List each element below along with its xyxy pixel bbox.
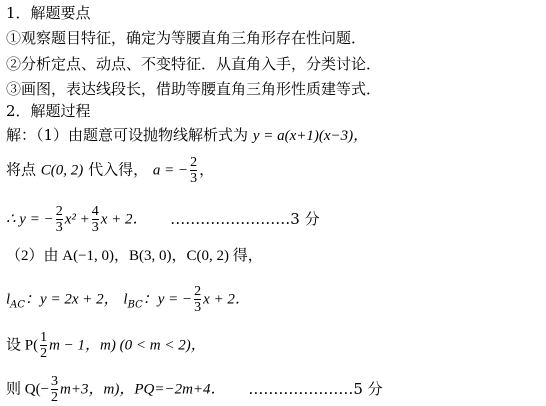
y-expression-end: x + 2． [100,211,148,228]
heading-process: 2．解题过程 [6,102,91,120]
line-ac-label: l [6,291,11,308]
fraction-num: 2 [55,204,63,219]
parabola-expression: y = a(x+1)(x−3)， [252,128,369,144]
fraction-num: 1 [40,330,48,345]
solution-line-6 [6,330,206,361]
fraction-bc [194,284,201,315]
solution-line-2 [6,155,214,186]
fraction-q [51,374,58,405]
p-def-start: 设 P( [6,337,39,354]
score-3: ……………………3 分 [170,209,320,228]
q-def-start: 则 Q(− [6,381,50,398]
fraction-num: 3 [51,374,59,389]
q-def-end: m+3，m)，PQ=−2m+4． [60,381,226,398]
line-ac-sub: AC [10,299,26,311]
fraction-num: 2 [190,155,198,170]
fraction-den: 3 [190,171,198,186]
solution-line-7 [6,374,383,405]
substitute-text-2: 代入得， [88,160,149,179]
point-3: ③画图，表达线段长，借助等腰直角三角形性质建等式． [6,80,382,98]
solution-text: 解：（1）由题意可设抛物线解析式为 [6,126,249,144]
substitute-text: 将点 [6,160,37,179]
y-expression-start: ∴ y = − [6,211,54,228]
fraction-a [190,155,197,186]
solution-line-1 [6,126,368,145]
points-given: （2）由 A(−1, 0)，B(3, 0)，C(0, 2) 得， [6,248,263,264]
point-2: ②分析定点、动点、不变特征．从直角入手，分类讨论． [6,55,382,73]
fraction-den: 2 [40,346,48,361]
x-squared-term: x² + [64,211,90,228]
point-1: ①观察题目特征，确定为等腰直角三角形存在性问题． [6,29,367,47]
line-bc-eq-end: x + 2． [203,291,250,308]
line-bc-eq-start: ：y = − [142,291,193,308]
fraction-den: 3 [91,220,99,235]
line-bc-label: l [123,291,128,308]
fraction-den: 3 [55,220,63,235]
heading-key-points: 1．解题要点 [6,4,91,22]
solution-line-3 [6,204,320,235]
line-bc-sub: BC [127,299,143,311]
a-value: a = − [152,162,189,179]
fraction-p [40,330,47,361]
line-tail: ， [199,160,215,179]
fraction-2 [92,204,99,235]
p-def-end: m − 1，m) (0 < m < 2)， [49,337,206,354]
fraction-num: 4 [91,204,99,219]
point-c: C(0, 2) [40,162,84,179]
fraction-den: 3 [194,300,202,315]
line-ac-eq: ：y = 2x + 2， [25,291,119,308]
fraction-den: 2 [51,390,59,405]
fraction-num: 2 [194,284,202,299]
solution-line-5 [6,284,250,315]
fraction-1 [56,204,63,235]
solution-line-4 [6,246,263,265]
score-5: …………………5 分 [248,379,383,398]
